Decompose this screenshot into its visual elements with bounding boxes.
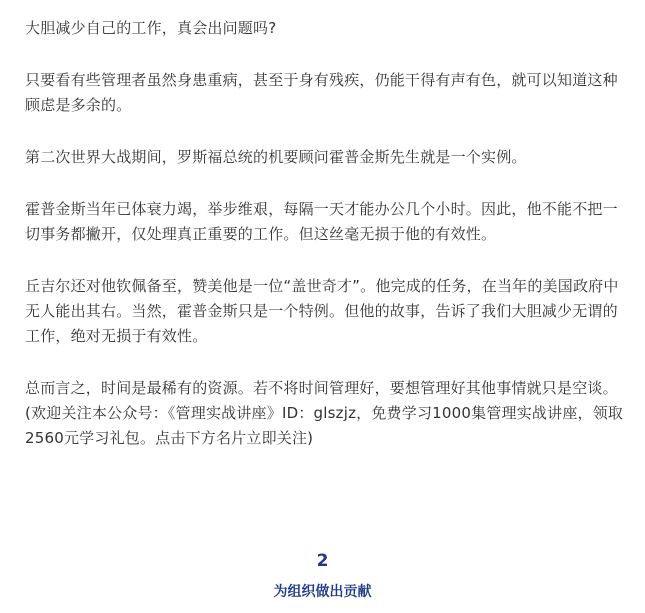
section-heading — [0, 549, 645, 602]
paragraph-illness-example: 只要看有些管理者虽然身患重病，甚至于身有残疾，仍能干得有声有色，就可以知道这种顾虑是多余的。 — [25, 71, 618, 114]
paragraph-conclusion: 总而言之，时间是最稀有的资源。若不将时间管理好，要想管理好其他事情就只是空谈。(欢迎关注本公众号：《管理实战讲座》ID：glszjz，免费学习1000集管理实战讲座，领取2560元学习礼包。点击下方名片立即关注) — [25, 379, 624, 447]
paragraph-churchill-praise: 丘吉尔还对他钦佩备至，赞美他是一位“盖世奇才”。他完成的任务，在当年的美国政府中无人能出其右。当然，霍普金斯只是一个特例。但他的故事，告诉了我们大胆减少无谓的工作，绝对无损于有效性。 — [25, 277, 619, 345]
paragraph-question: 大胆减少自己的工作，真会出问题吗? — [25, 19, 277, 37]
article-body — [25, 16, 625, 478]
section-title: 为组织做出贡献 — [273, 584, 372, 600]
paragraph-wwii-example: 第二次世界大战期间，罗斯福总统的机要顾问霍普金斯先生就是一个实例。 — [25, 148, 527, 166]
section-number: 2 — [316, 551, 329, 571]
paragraph-hopkins-health: 霍普金斯当年已体衰力竭，举步维艰，每隔一天才能办公几个小时。因此，他不能不把一切事务都撇开，仅处理真正重要的工作。但这丝毫无损于他的有效性。 — [25, 200, 618, 243]
